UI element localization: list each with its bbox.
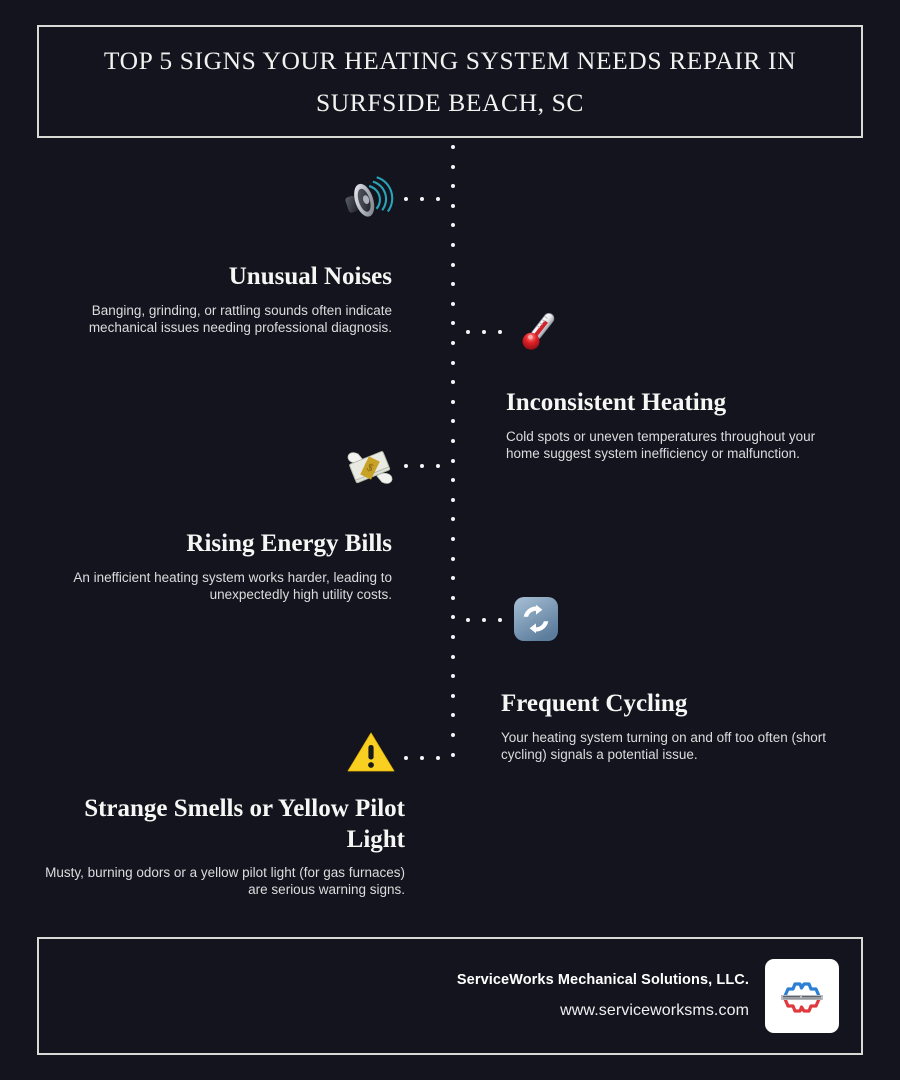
sign-item-3-title: Rising Energy Bills: [186, 530, 392, 557]
sign-item-1: [45, 262, 392, 336]
spine-dot: [451, 341, 455, 345]
sign-item-5-title: Strange Smells or Yellow Pilot Light: [84, 795, 405, 853]
connector-dot: [466, 618, 470, 622]
sign-item-4-title: Frequent Cycling: [501, 690, 688, 717]
spine-dot: [451, 517, 455, 521]
sign-item-5: [45, 794, 405, 899]
connector-dot: [498, 618, 502, 622]
connector-dot: [436, 197, 440, 201]
spine-dot: [451, 557, 455, 561]
spine-dot: [451, 439, 455, 443]
spine-dot: [451, 537, 455, 541]
spine-dot: [451, 674, 455, 678]
spine-dot: [451, 223, 455, 227]
connector-3: [404, 464, 452, 468]
connector-dot: [466, 330, 470, 334]
spine-dot: [451, 576, 455, 580]
spine-dot: [451, 204, 455, 208]
footer-company-name: ServiceWorks Mechanical Solutions, LLC.: [456, 972, 749, 988]
thermometer-icon: [513, 305, 565, 357]
connector-dot: [420, 756, 424, 760]
serviceworks-gear-logo: [765, 959, 839, 1033]
warning-triangle-icon: [345, 726, 397, 778]
sign-item-1-title: Unusual Noises: [228, 263, 392, 290]
spine-dot: [451, 655, 455, 659]
money-with-wings-icon: [344, 442, 396, 494]
connector-dot: [436, 756, 440, 760]
connector-dot: [420, 464, 424, 468]
spine-dot: [451, 615, 455, 619]
sign-item-4: [501, 689, 841, 763]
spine-dot: [451, 263, 455, 267]
spine-dot: [451, 596, 455, 600]
connector-dot: [436, 464, 440, 468]
connector-dot: [482, 330, 486, 334]
connector-dot: [498, 330, 502, 334]
spine-dot: [451, 165, 455, 169]
sign-item-1-description: Banging, grinding, or rattling sounds often indicate mechanical issues needing professional diagnosis.: [88, 302, 392, 335]
spine-dot: [451, 419, 455, 423]
spine-dot: [451, 713, 455, 717]
connector-2: [466, 330, 514, 334]
spine-dot: [451, 478, 455, 482]
connector-5: [404, 756, 452, 760]
footer-banner: [37, 937, 863, 1055]
connector-dot: [482, 618, 486, 622]
connector-4: [466, 618, 514, 622]
sign-item-5-description: Musty, burning odors or a yellow pilot light (for gas furnaces) are serious warning signs.: [45, 865, 405, 898]
spine-dot: [451, 184, 455, 188]
spine-dot: [451, 694, 455, 698]
sign-item-2-title: Inconsistent Heating: [506, 389, 727, 416]
spine-dot: [451, 380, 455, 384]
sign-item-2: [506, 388, 846, 462]
spine-dot: [451, 302, 455, 306]
connector-dot: [404, 756, 408, 760]
spine-dot: [451, 361, 455, 365]
connector-1: [404, 197, 452, 201]
spine-dot: [451, 145, 455, 149]
connector-dot: [404, 197, 408, 201]
connector-dot: [404, 464, 408, 468]
spine-dot: [451, 321, 455, 325]
refresh-cycle-icon: [510, 593, 562, 645]
spine-dot: [451, 733, 455, 737]
sign-item-4-description: Your heating system turning on and off too often (short cycling) signals a potential issue.: [501, 729, 826, 762]
spine-dot: [451, 400, 455, 404]
page-title: TOP 5 SIGNS YOUR HEATING SYSTEM NEEDS REPAIR IN SURFSIDE BEACH, SC: [103, 46, 797, 117]
spine-dot: [451, 498, 455, 502]
spine-dot: [451, 459, 455, 463]
sign-item-3-description: An inefficient heating system works harder, leading to unexpectedly high utility costs.: [73, 569, 392, 602]
sign-item-2-description: Cold spots or uneven temperatures throughout your home suggest system inefficiency or malfunction.: [506, 428, 816, 461]
footer-website-url[interactable]: www.serviceworksms.com: [560, 1002, 749, 1019]
svg-text:$: $: [364, 461, 376, 475]
header-banner: [37, 25, 863, 138]
connector-dot: [420, 197, 424, 201]
timeline-spine: [451, 145, 455, 767]
sign-item-3: [45, 529, 392, 603]
spine-dot: [451, 282, 455, 286]
spine-dot: [451, 635, 455, 639]
spine-dot: [451, 243, 455, 247]
loudspeaker-icon: [342, 173, 394, 225]
